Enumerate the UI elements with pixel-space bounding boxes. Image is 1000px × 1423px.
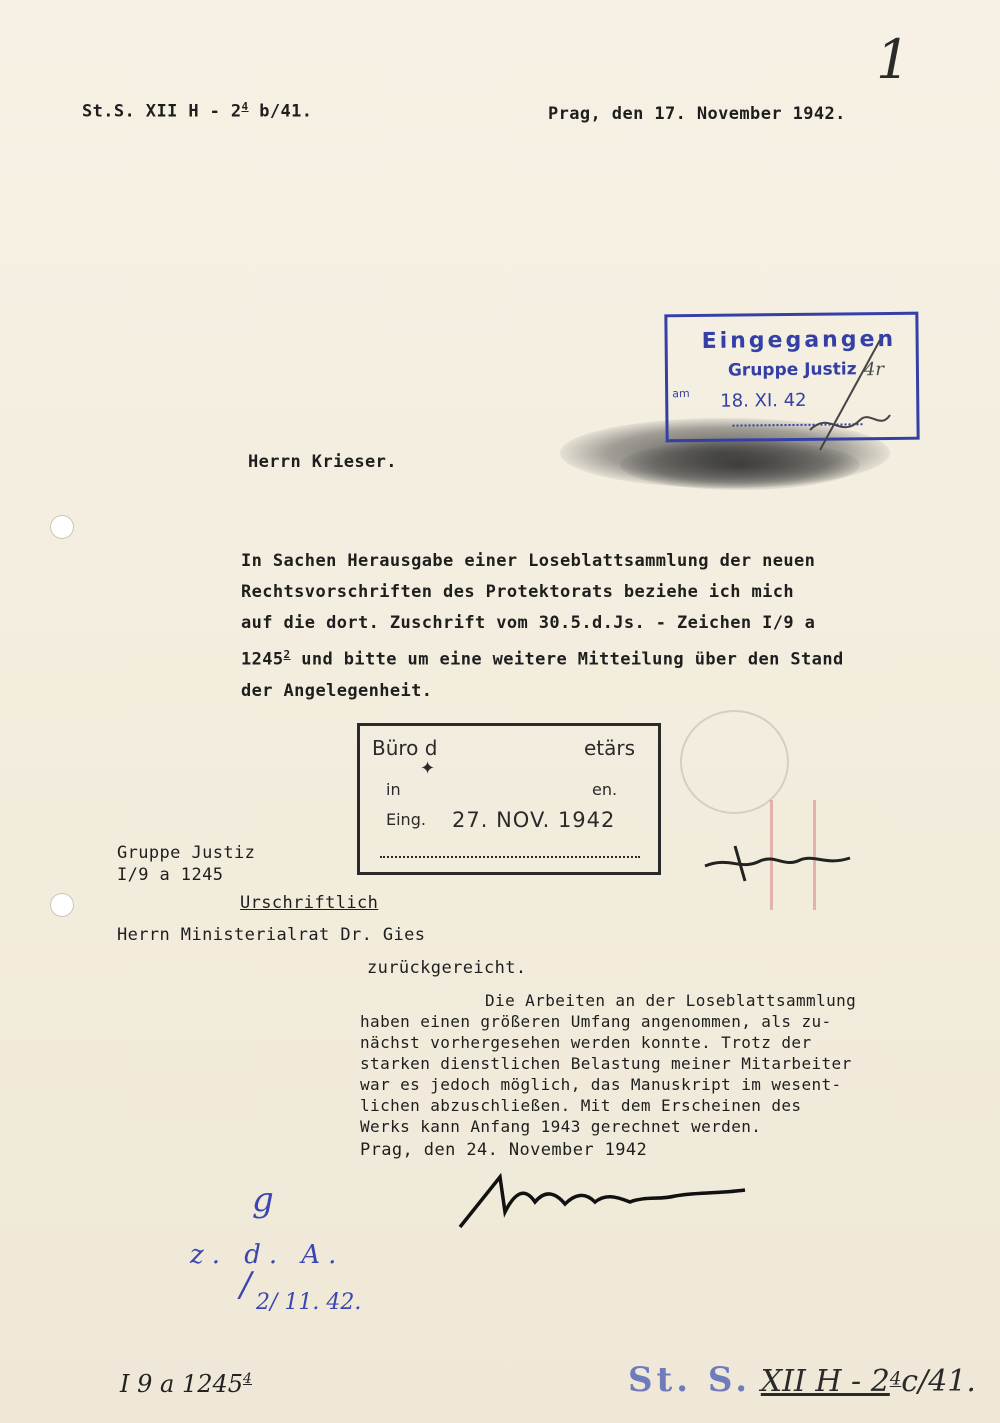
blue-note-1: g	[252, 1180, 274, 1220]
bottom-right-stamp-text: St. S.	[628, 1360, 752, 1400]
bottom-left-text: I 9 a 1245	[120, 1370, 244, 1398]
reply-body-line-4: starken dienstlichen Belastung meiner Mitarbeiter	[360, 1054, 852, 1073]
letter-line-3: auf die dort. Zuschrift vom 30.5.d.Js. - Zeichen I/9 a	[241, 613, 816, 633]
reply-group	[117, 842, 255, 886]
reference-suffix: b/41.	[248, 101, 313, 122]
reply-group-line2: I/9 a 1245	[117, 865, 224, 885]
bottom-left-sup: 4	[243, 1371, 252, 1387]
received-stamp-annotation: 4r	[863, 359, 885, 381]
reference-number	[82, 100, 312, 122]
blue-note-3: /	[240, 1265, 252, 1305]
reply-body	[360, 990, 856, 1137]
punch-hole-top	[50, 515, 74, 539]
bottom-left-reference	[120, 1370, 252, 1398]
office-stamp-eing: Eing.	[386, 810, 426, 829]
office-stamp-dotted-line	[380, 856, 640, 858]
office-stamp-line1: Büro d	[372, 736, 438, 760]
handwritten-signature-2	[455, 1172, 755, 1232]
page-number: 1	[876, 28, 911, 91]
reference-prefix: St.S. XII H - 2	[82, 101, 242, 122]
office-stamp-date: 27. NOV. 1942	[452, 808, 616, 832]
bottom-right-reference	[628, 1360, 976, 1400]
reply-addressee: Herrn Ministerialrat Dr. Gies	[117, 925, 426, 945]
office-stamp-line1-end: etärs	[584, 736, 636, 760]
blue-note-2: z. d. A.	[190, 1240, 345, 1270]
letter-line-4	[241, 639, 844, 676]
letter-line-4-prefix: 1245	[241, 649, 284, 670]
letter-body	[241, 546, 844, 707]
received-stamp-date: 18. XI. 42	[720, 389, 807, 412]
reference-sup: 4	[241, 100, 249, 113]
letter-line-5: der Angelegenheit.	[241, 680, 433, 701]
office-stamp-emblem: ✦	[420, 758, 436, 779]
reply-returned: zurückgereicht.	[367, 958, 527, 978]
reply-urschriftlich: Urschriftlich	[240, 893, 379, 913]
punch-hole-bottom	[50, 893, 74, 917]
salutation: Herrn Krieser.	[248, 452, 397, 472]
reply-body-line-3: nächst vorhergesehen werden konnte. Trotz der	[360, 1033, 812, 1052]
bottom-right-hand-text: XII H - 2	[760, 1364, 890, 1399]
pencil-signature-stamp	[790, 330, 910, 470]
faint-round-seal	[680, 710, 789, 814]
office-stamp-line2: in	[386, 780, 401, 799]
received-stamp-title: Eingegangen	[701, 326, 897, 354]
reply-group-line1: Gruppe Justiz	[117, 843, 256, 863]
letter-line-1: In Sachen Herausgabe einer Loseblattsammlung der neuen	[241, 551, 816, 571]
received-stamp-am: am	[672, 387, 690, 401]
header-date: Prag, den 17. November 1942.	[548, 104, 846, 124]
letter-line-2: Rechtsvorschriften des Protektorats beziehe ich mich	[241, 582, 795, 602]
received-stamp-group: Gruppe Justiz	[727, 359, 857, 381]
reply-body-line-5: war es jedoch möglich, das Manuskript im wesent-	[360, 1075, 842, 1094]
blue-note-4: 2/ 11. 42.	[256, 1290, 362, 1315]
bottom-right-sup: 4	[889, 1368, 902, 1390]
office-stamp-line2-end: en.	[592, 780, 618, 799]
reply-body-line-7: Werks kann Anfang 1943 gerechnet werden.	[360, 1117, 762, 1136]
reply-body-line-1: Die Arbeiten an der Loseblattsammlung	[485, 991, 857, 1010]
reply-body-line-6: lichen abzuschließen. Mit dem Erscheinen des	[360, 1096, 802, 1115]
handwritten-signature-1	[700, 836, 860, 886]
bottom-right-end: c/41.	[901, 1364, 976, 1399]
letter-line-4-rest: und bitte um eine weitere Mitteilung über den Stand	[290, 649, 844, 670]
reply-body-line-2: haben einen größeren Umfang angenommen, als zu-	[360, 1012, 832, 1031]
office-stamp	[357, 723, 661, 875]
letter-line-4-sup: 2	[283, 648, 291, 661]
reply-date: Prag, den 24. November 1942	[360, 1140, 648, 1160]
